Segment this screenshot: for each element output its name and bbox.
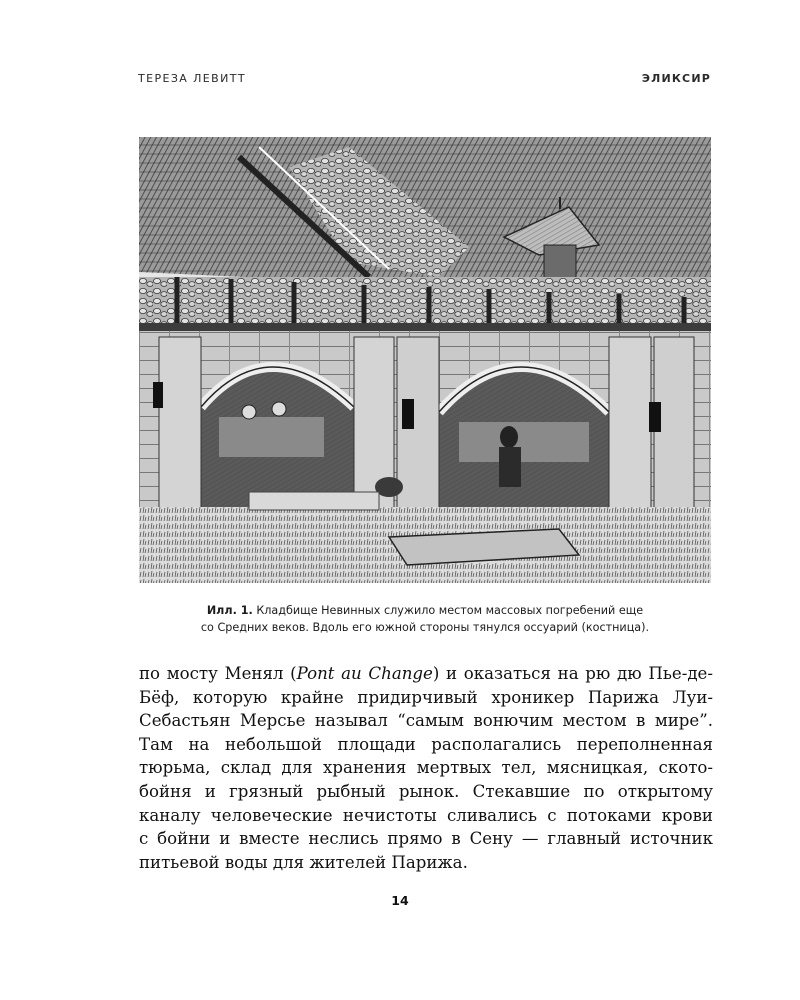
body-line: каналу человеческие нечистоты сливались с потоками крови [139,805,713,825]
illustration-ossuary [139,137,711,583]
page-number: 14 [391,893,409,908]
caption-line-1: Кладбище Невинных служило местом массовых погребений еще [256,604,644,617]
body-line: Там на небольшой площади располагались переполненная [139,734,713,754]
caption-label: Илл. 1. [206,604,253,617]
figure-caption [139,602,711,636]
body-line: с бойни и вместе неслись прямо в Сену — главный источник [139,829,713,849]
body-line: тюрьма, склад для хранения мертвых тел, мясницкая, ското- [139,758,713,778]
running-header-title: ЭЛИКСИР [641,72,711,85]
body-text-fragment: по мосту Менял ( [139,664,297,683]
body-paragraph [139,662,713,874]
body-line: Бёф, которую крайне придирчивый хроникер Парижа Луи- [139,687,713,707]
body-line [139,662,713,686]
body-line: Себастьян Мерсье называл “самым вонючим местом в мире”. [139,711,713,731]
body-line: питьевой воды для жителей Парижа. [139,852,468,872]
running-header-author: ТЕРЕЗА ЛЕВИТТ [138,72,246,85]
body-text-fragment: ) и оказаться на рю дю Пье-де- [432,664,713,683]
body-line: бойня и грязный рыбный рынок. Стекавшие по открытому [139,781,713,801]
body-italic-term: Pont au Change [296,664,433,683]
caption-line-2: со Средних веков. Вдоль его южной стороны тянулся оссуарий (костница). [200,621,650,634]
